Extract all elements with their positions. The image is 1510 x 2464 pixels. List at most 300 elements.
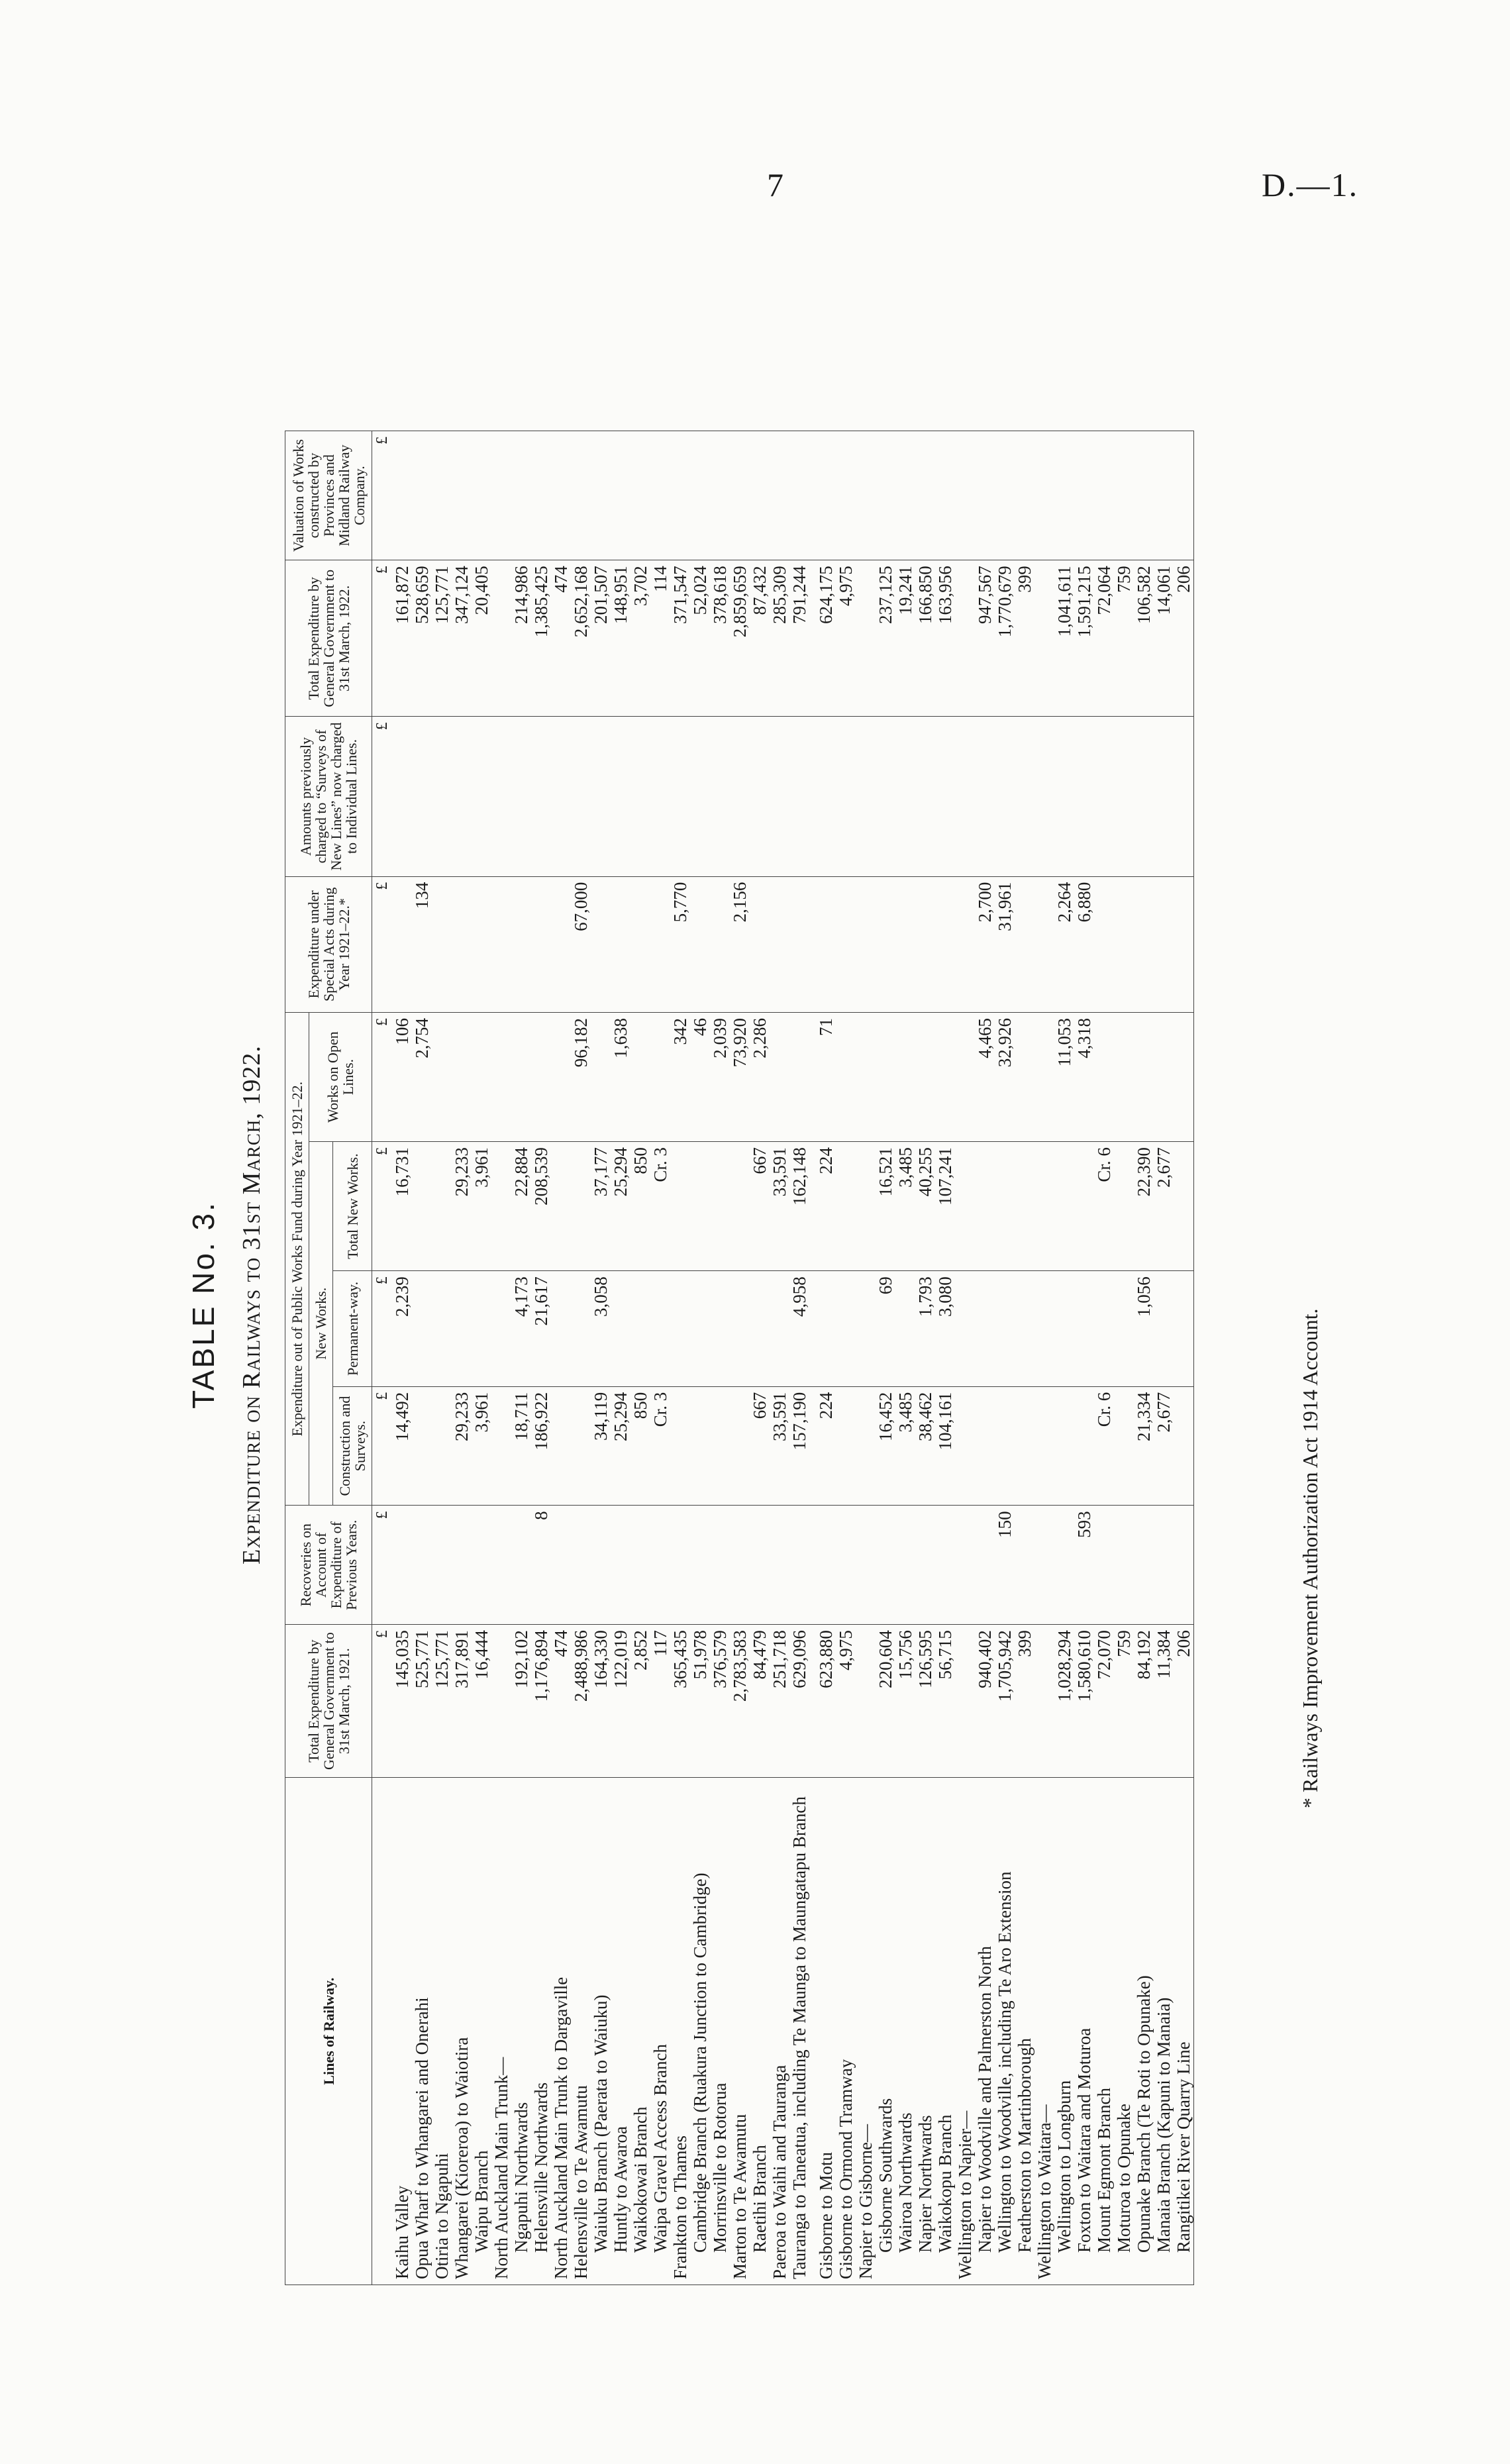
cell-special-acts: 6,880 [1074, 876, 1094, 1012]
cell-total-1922: 759 [1114, 560, 1134, 717]
cell-permanent-way [690, 1271, 710, 1387]
table-row [491, 431, 511, 2285]
cell-total-1921: 2,488,986 [571, 1625, 591, 1778]
cell-total-1921 [1034, 1625, 1054, 1778]
cell-permanent-way [975, 1271, 995, 1387]
unit-cell: £ [372, 1271, 393, 1387]
railway-line-name: Waipu Branch [472, 1778, 491, 2285]
table-row [730, 431, 750, 2285]
cell-total-new: 224 [816, 1142, 836, 1271]
cell-recoveries [710, 1506, 730, 1625]
railway-line-name: Gisborne Southwards [876, 1778, 895, 2285]
cell-recoveries [1154, 1506, 1174, 1625]
cell-special-acts [1134, 876, 1154, 1012]
table-row [750, 431, 770, 2285]
cell-valuation [710, 431, 730, 560]
spacer-cell [809, 1013, 816, 1142]
cell-total-1922: 237,125 [876, 560, 895, 717]
cell-permanent-way [1015, 1271, 1034, 1387]
table-row [915, 431, 935, 2285]
cell-construction: 18,711 [511, 1386, 531, 1506]
cell-total-new: 37,177 [591, 1142, 611, 1271]
unit-blank [372, 1778, 393, 2285]
cell-recoveries [650, 1506, 670, 1625]
cell-previous [690, 717, 710, 876]
cell-construction: Cr. 6 [1094, 1386, 1114, 1506]
cell-total-new: 16,521 [876, 1142, 895, 1271]
cell-total-1921 [491, 1625, 511, 1778]
cell-open-lines: 106 [392, 1013, 412, 1142]
cell-valuation [591, 431, 611, 560]
cell-valuation [630, 431, 650, 560]
expenditure-table [285, 431, 1194, 2285]
cell-construction: 2,677 [1154, 1386, 1174, 1506]
cell-valuation [452, 431, 472, 560]
cell-total-1921: 940,402 [975, 1625, 995, 1778]
cell-valuation [412, 431, 432, 560]
railway-line-name: Huntly to Awaroa [611, 1778, 630, 2285]
unit-cell: £ [372, 560, 393, 717]
cell-special-acts [472, 876, 491, 1012]
cell-previous [611, 717, 630, 876]
railway-line-name: Paeroa to Waihi and Tauranga [770, 1778, 789, 2285]
cell-permanent-way [491, 1271, 511, 1387]
cell-special-acts: 2,156 [730, 876, 750, 1012]
cell-total-1921: 206 [1174, 1625, 1194, 1778]
cell-previous [630, 717, 650, 876]
cell-total-1922: 2,859,659 [730, 560, 750, 717]
cell-construction: 38,462 [915, 1386, 935, 1506]
cell-total-1922: 125,771 [432, 560, 452, 717]
cell-recoveries: 150 [995, 1506, 1015, 1625]
cell-total-1922: 19,241 [895, 560, 915, 717]
cell-total-1922: 114 [650, 560, 670, 717]
cell-construction [1034, 1386, 1054, 1506]
cell-previous [452, 717, 472, 876]
cell-recoveries [551, 1506, 571, 1625]
table-row [432, 431, 452, 2285]
cell-total-1922: 52,024 [690, 560, 710, 717]
cell-total-1922: 166,850 [915, 560, 935, 717]
cell-total-1922: 72,064 [1094, 560, 1114, 717]
railway-line-name: Opunake Branch (Te Roti to Opunake) [1134, 1778, 1154, 2285]
railway-line-name: Wellington to Woodville, including Te Aro Extension [995, 1778, 1015, 2285]
cell-previous [511, 717, 531, 876]
cell-valuation [1114, 431, 1134, 560]
cell-total-1921: 117 [650, 1625, 670, 1778]
spacer-cell [809, 717, 816, 876]
col-head-pwf-group: Expenditure out of Public Works Fund during Year 1921–22. [285, 1013, 309, 1506]
cell-permanent-way [836, 1271, 856, 1387]
cell-total-1921: 16,444 [472, 1625, 491, 1778]
cell-total-1921: 15,756 [895, 1625, 915, 1778]
col-head-previously-charged: Amounts previously charged to “Surveys of New Lines” now charged to Individual Lines. [285, 717, 372, 876]
cell-total-new: 208,539 [531, 1142, 551, 1271]
railway-line-name: Raetihi Branch [750, 1778, 770, 2285]
cell-recoveries [472, 1506, 491, 1625]
cell-construction [995, 1386, 1015, 1506]
cell-permanent-way [816, 1271, 836, 1387]
cell-construction: 667 [750, 1386, 770, 1506]
cell-special-acts [1015, 876, 1034, 1012]
cell-total-new [975, 1142, 995, 1271]
cell-previous [591, 717, 611, 876]
cell-open-lines [630, 1013, 650, 1142]
cell-open-lines [915, 1013, 935, 1142]
cell-construction [571, 1386, 591, 1506]
railway-line-name: Ngapuhi Northwards [511, 1778, 531, 2285]
table-row [770, 431, 789, 2285]
cell-total-new: 3,485 [895, 1142, 915, 1271]
railway-line-name: Gisborne to Motu [816, 1778, 836, 2285]
cell-valuation [1015, 431, 1034, 560]
cell-permanent-way: 4,958 [789, 1271, 809, 1387]
cell-special-acts [770, 876, 789, 1012]
table-row [895, 431, 915, 2285]
table-row [472, 431, 491, 2285]
cell-total-1922: 87,432 [750, 560, 770, 717]
railway-line-name: Helensville Northwards [531, 1778, 551, 2285]
cell-valuation [856, 431, 876, 560]
cell-total-1922: 163,956 [935, 560, 955, 717]
railway-line-name: Mount Egmont Branch [1094, 1778, 1114, 2285]
cell-special-acts [710, 876, 730, 1012]
cell-construction: 224 [816, 1386, 836, 1506]
cell-total-1921: 399 [1015, 1625, 1034, 1778]
cell-valuation [511, 431, 531, 560]
col-head-valuation: Valuation of Works constructed by Provinces and Midland Railway Company. [285, 431, 372, 560]
cell-total-1922: 528,659 [412, 560, 432, 717]
spacer-row [809, 431, 816, 2285]
cell-previous [836, 717, 856, 876]
cell-permanent-way [730, 1271, 750, 1387]
railway-line-name: Frankton to Thames [670, 1778, 690, 2285]
cell-open-lines [1094, 1013, 1114, 1142]
col-head-total-1922: Total Expenditure by General Government to 31st March, 1922. [285, 560, 372, 717]
cell-total-new: 29,233 [452, 1142, 472, 1271]
cell-previous [1094, 717, 1114, 876]
cell-total-1922: 4,975 [836, 560, 856, 717]
cell-recoveries [412, 1506, 432, 1625]
unit-cell: £ [372, 1142, 393, 1271]
cell-special-acts: 31,961 [995, 876, 1015, 1012]
cell-construction: 850 [630, 1386, 650, 1506]
cell-valuation [975, 431, 995, 560]
cell-total-1921: 192,102 [511, 1625, 531, 1778]
cell-previous [412, 717, 432, 876]
railway-line-name: Waikokowai Branch [630, 1778, 650, 2285]
cell-permanent-way [955, 1271, 975, 1387]
cell-total-new [670, 1142, 690, 1271]
cell-open-lines [789, 1013, 809, 1142]
cell-recoveries [1094, 1506, 1114, 1625]
cell-permanent-way [1034, 1271, 1054, 1387]
table-row [1154, 431, 1174, 2285]
railway-line-name: Morrinsville to Rotorua [710, 1778, 730, 2285]
cell-total-new: 22,390 [1134, 1142, 1154, 1271]
table-row [1034, 431, 1054, 2285]
cell-special-acts [511, 876, 531, 1012]
cell-total-1922: 347,124 [452, 560, 472, 717]
cell-open-lines: 11,053 [1054, 1013, 1074, 1142]
cell-permanent-way [571, 1271, 591, 1387]
railway-line-name: Wellington to Waitara— [1034, 1778, 1054, 2285]
cell-recoveries [670, 1506, 690, 1625]
cell-total-1922: 378,618 [710, 560, 730, 717]
cell-permanent-way [750, 1271, 770, 1387]
cell-total-1922: 214,986 [511, 560, 531, 717]
cell-permanent-way: 2,239 [392, 1271, 412, 1387]
cell-total-new [1015, 1142, 1034, 1271]
cell-open-lines: 46 [690, 1013, 710, 1142]
table-row [1074, 431, 1094, 2285]
cell-valuation [690, 431, 710, 560]
cell-previous [1074, 717, 1094, 876]
cell-construction [491, 1386, 511, 1506]
cell-recoveries [876, 1506, 895, 1625]
cell-total-1922: 3,702 [630, 560, 650, 717]
cell-valuation [1054, 431, 1074, 560]
table-row [611, 431, 630, 2285]
unit-cell: £ [372, 717, 393, 876]
table-row [591, 431, 611, 2285]
cell-total-new [1114, 1142, 1134, 1271]
cell-permanent-way [1094, 1271, 1114, 1387]
cell-total-1922: 106,582 [1134, 560, 1154, 717]
cell-special-acts [432, 876, 452, 1012]
cell-open-lines [432, 1013, 452, 1142]
table-row [650, 431, 670, 2285]
table-row [452, 431, 472, 2285]
cell-total-1921: 1,176,894 [531, 1625, 551, 1778]
cell-construction [412, 1386, 432, 1506]
cell-valuation [392, 431, 412, 560]
cell-open-lines [955, 1013, 975, 1142]
spacer-cell [809, 1506, 816, 1625]
cell-valuation [491, 431, 511, 560]
col-head-recoveries: Recoveries on Account of Expenditure of Previous Years. [285, 1506, 372, 1625]
cell-total-1921: 759 [1114, 1625, 1134, 1778]
col-head-total-new: Total New Works. [333, 1142, 372, 1271]
cell-total-1922: 624,175 [816, 560, 836, 717]
cell-permanent-way: 4,173 [511, 1271, 531, 1387]
cell-total-1922: 201,507 [591, 560, 611, 717]
cell-total-1922: 371,547 [670, 560, 690, 717]
cell-recoveries [1034, 1506, 1054, 1625]
table-row [710, 431, 730, 2285]
cell-special-acts: 5,770 [670, 876, 690, 1012]
spacer-cell [809, 1386, 816, 1506]
cell-recoveries [571, 1506, 591, 1625]
cell-open-lines [856, 1013, 876, 1142]
cell-total-1921: 84,192 [1134, 1625, 1154, 1778]
cell-valuation [551, 431, 571, 560]
cell-construction: 34,119 [591, 1386, 611, 1506]
cell-valuation [1134, 431, 1154, 560]
cell-total-1921: 164,330 [591, 1625, 611, 1778]
cell-special-acts [491, 876, 511, 1012]
cell-previous [915, 717, 935, 876]
cell-construction [551, 1386, 571, 1506]
cell-special-acts: 2,700 [975, 876, 995, 1012]
cell-total-1921: 1,580,610 [1074, 1625, 1094, 1778]
railway-line-name: Napier Northwards [915, 1778, 935, 2285]
cell-total-1922: 14,061 [1154, 560, 1174, 717]
cell-open-lines: 71 [816, 1013, 836, 1142]
cell-recoveries [1134, 1506, 1154, 1625]
table-row [551, 431, 571, 2285]
cell-construction [670, 1386, 690, 1506]
cell-total-1922 [955, 560, 975, 717]
cell-construction [1015, 1386, 1034, 1506]
cell-recoveries [935, 1506, 955, 1625]
cell-previous [1054, 717, 1074, 876]
cell-total-1922: 285,309 [770, 560, 789, 717]
cell-total-1921: 376,579 [710, 1625, 730, 1778]
railway-line-name: Waipa Gravel Access Branch [650, 1778, 670, 2285]
railway-line-name: Featherston to Martinborough [1015, 1778, 1034, 2285]
cell-total-new: Cr. 6 [1094, 1142, 1114, 1271]
cell-total-new: 162,148 [789, 1142, 809, 1271]
cell-total-1922: 474 [551, 560, 571, 717]
table-row [1094, 431, 1114, 2285]
cell-valuation [432, 431, 452, 560]
cell-total-new: 22,884 [511, 1142, 531, 1271]
cell-recoveries [611, 1506, 630, 1625]
cell-total-new: 33,591 [770, 1142, 789, 1271]
cell-special-acts [551, 876, 571, 1012]
cell-previous [392, 717, 412, 876]
cell-previous [551, 717, 571, 876]
cell-total-new [710, 1142, 730, 1271]
cell-total-1922: 206 [1174, 560, 1194, 717]
cell-valuation [611, 431, 630, 560]
cell-construction: 16,452 [876, 1386, 895, 1506]
cell-special-acts [750, 876, 770, 1012]
cell-total-new [1174, 1142, 1194, 1271]
cell-construction: 3,485 [895, 1386, 915, 1506]
cell-construction [856, 1386, 876, 1506]
cell-total-1922: 1,591,215 [1074, 560, 1094, 717]
col-head-open-lines: Works on Open Lines. [309, 1013, 372, 1142]
cell-open-lines [895, 1013, 915, 1142]
cell-previous [935, 717, 955, 876]
railway-line-name: Wellington to Longburn [1054, 1778, 1074, 2285]
cell-construction: 104,161 [935, 1386, 955, 1506]
cell-valuation [730, 431, 750, 560]
cell-special-acts [856, 876, 876, 1012]
cell-construction [1114, 1386, 1134, 1506]
cell-permanent-way: 69 [876, 1271, 895, 1387]
cell-special-acts [611, 876, 630, 1012]
cell-permanent-way: 3,058 [591, 1271, 611, 1387]
footnote: * Railways Improvement Authorization Act 1914 Account. [1298, 1308, 1322, 1808]
railway-line-name: Gisborne to Ormond Tramway [836, 1778, 856, 2285]
spacer-cell [809, 431, 816, 560]
cell-open-lines [650, 1013, 670, 1142]
cell-special-acts [650, 876, 670, 1012]
table-title: TABLE No. 3. [186, 1201, 221, 1409]
cell-special-acts [1174, 876, 1194, 1012]
cell-open-lines [1134, 1013, 1154, 1142]
cell-total-1921: 126,595 [915, 1625, 935, 1778]
cell-recoveries [452, 1506, 472, 1625]
cell-construction [1054, 1386, 1074, 1506]
cell-special-acts [836, 876, 856, 1012]
cell-total-1921: 2,783,583 [730, 1625, 750, 1778]
cell-permanent-way [856, 1271, 876, 1387]
cell-permanent-way [452, 1271, 472, 1387]
cell-special-acts [630, 876, 650, 1012]
cell-open-lines [876, 1013, 895, 1142]
cell-previous [730, 717, 750, 876]
cell-previous [1114, 717, 1134, 876]
cell-construction [730, 1386, 750, 1506]
cell-special-acts [955, 876, 975, 1012]
cell-special-acts [789, 876, 809, 1012]
cell-permanent-way [650, 1271, 670, 1387]
table-row [955, 431, 975, 2285]
cell-total-1922: 161,872 [392, 560, 412, 717]
cell-open-lines: 96,182 [571, 1013, 591, 1142]
cell-total-new [730, 1142, 750, 1271]
cell-permanent-way [551, 1271, 571, 1387]
cell-open-lines [1154, 1013, 1174, 1142]
spacer-cell [809, 1142, 816, 1271]
cell-permanent-way [670, 1271, 690, 1387]
cell-total-1921: 1,028,294 [1054, 1625, 1074, 1778]
unit-cell: £ [372, 876, 393, 1012]
cell-total-1921: 525,771 [412, 1625, 432, 1778]
cell-construction: 29,233 [452, 1386, 472, 1506]
spacer-cell [809, 1625, 816, 1778]
cell-construction: 14,492 [392, 1386, 412, 1506]
cell-open-lines: 2,286 [750, 1013, 770, 1142]
cell-total-1921: 51,978 [690, 1625, 710, 1778]
cell-construction [1074, 1386, 1094, 1506]
cell-previous [975, 717, 995, 876]
cell-construction [836, 1386, 856, 1506]
cell-total-1921: 2,852 [630, 1625, 650, 1778]
cell-permanent-way [1114, 1271, 1134, 1387]
cell-total-1921: 317,891 [452, 1625, 472, 1778]
cell-valuation [816, 431, 836, 560]
cell-special-acts [690, 876, 710, 1012]
cell-total-1921: 56,715 [935, 1625, 955, 1778]
table-row [995, 431, 1015, 2285]
table-row [856, 431, 876, 2285]
cell-construction [690, 1386, 710, 1506]
table-row [670, 431, 690, 2285]
cell-open-lines [511, 1013, 531, 1142]
cell-construction [975, 1386, 995, 1506]
cell-special-acts [452, 876, 472, 1012]
cell-total-1922: 20,405 [472, 560, 491, 717]
cell-previous [571, 717, 591, 876]
cell-special-acts: 134 [412, 876, 432, 1012]
cell-recoveries [1114, 1506, 1134, 1625]
cell-total-1921: 84,479 [750, 1625, 770, 1778]
railway-line-name: Whangarei (Kioreroa) to Waiotira [452, 1778, 472, 2285]
cell-recoveries [750, 1506, 770, 1625]
cell-total-1922: 1,385,425 [531, 560, 551, 717]
cell-recoveries [770, 1506, 789, 1625]
cell-total-new [1034, 1142, 1054, 1271]
cell-total-1921: 629,096 [789, 1625, 809, 1778]
document-reference: D.—1. [1262, 166, 1359, 203]
cell-total-new: 3,961 [472, 1142, 491, 1271]
unit-cell: £ [372, 431, 393, 560]
